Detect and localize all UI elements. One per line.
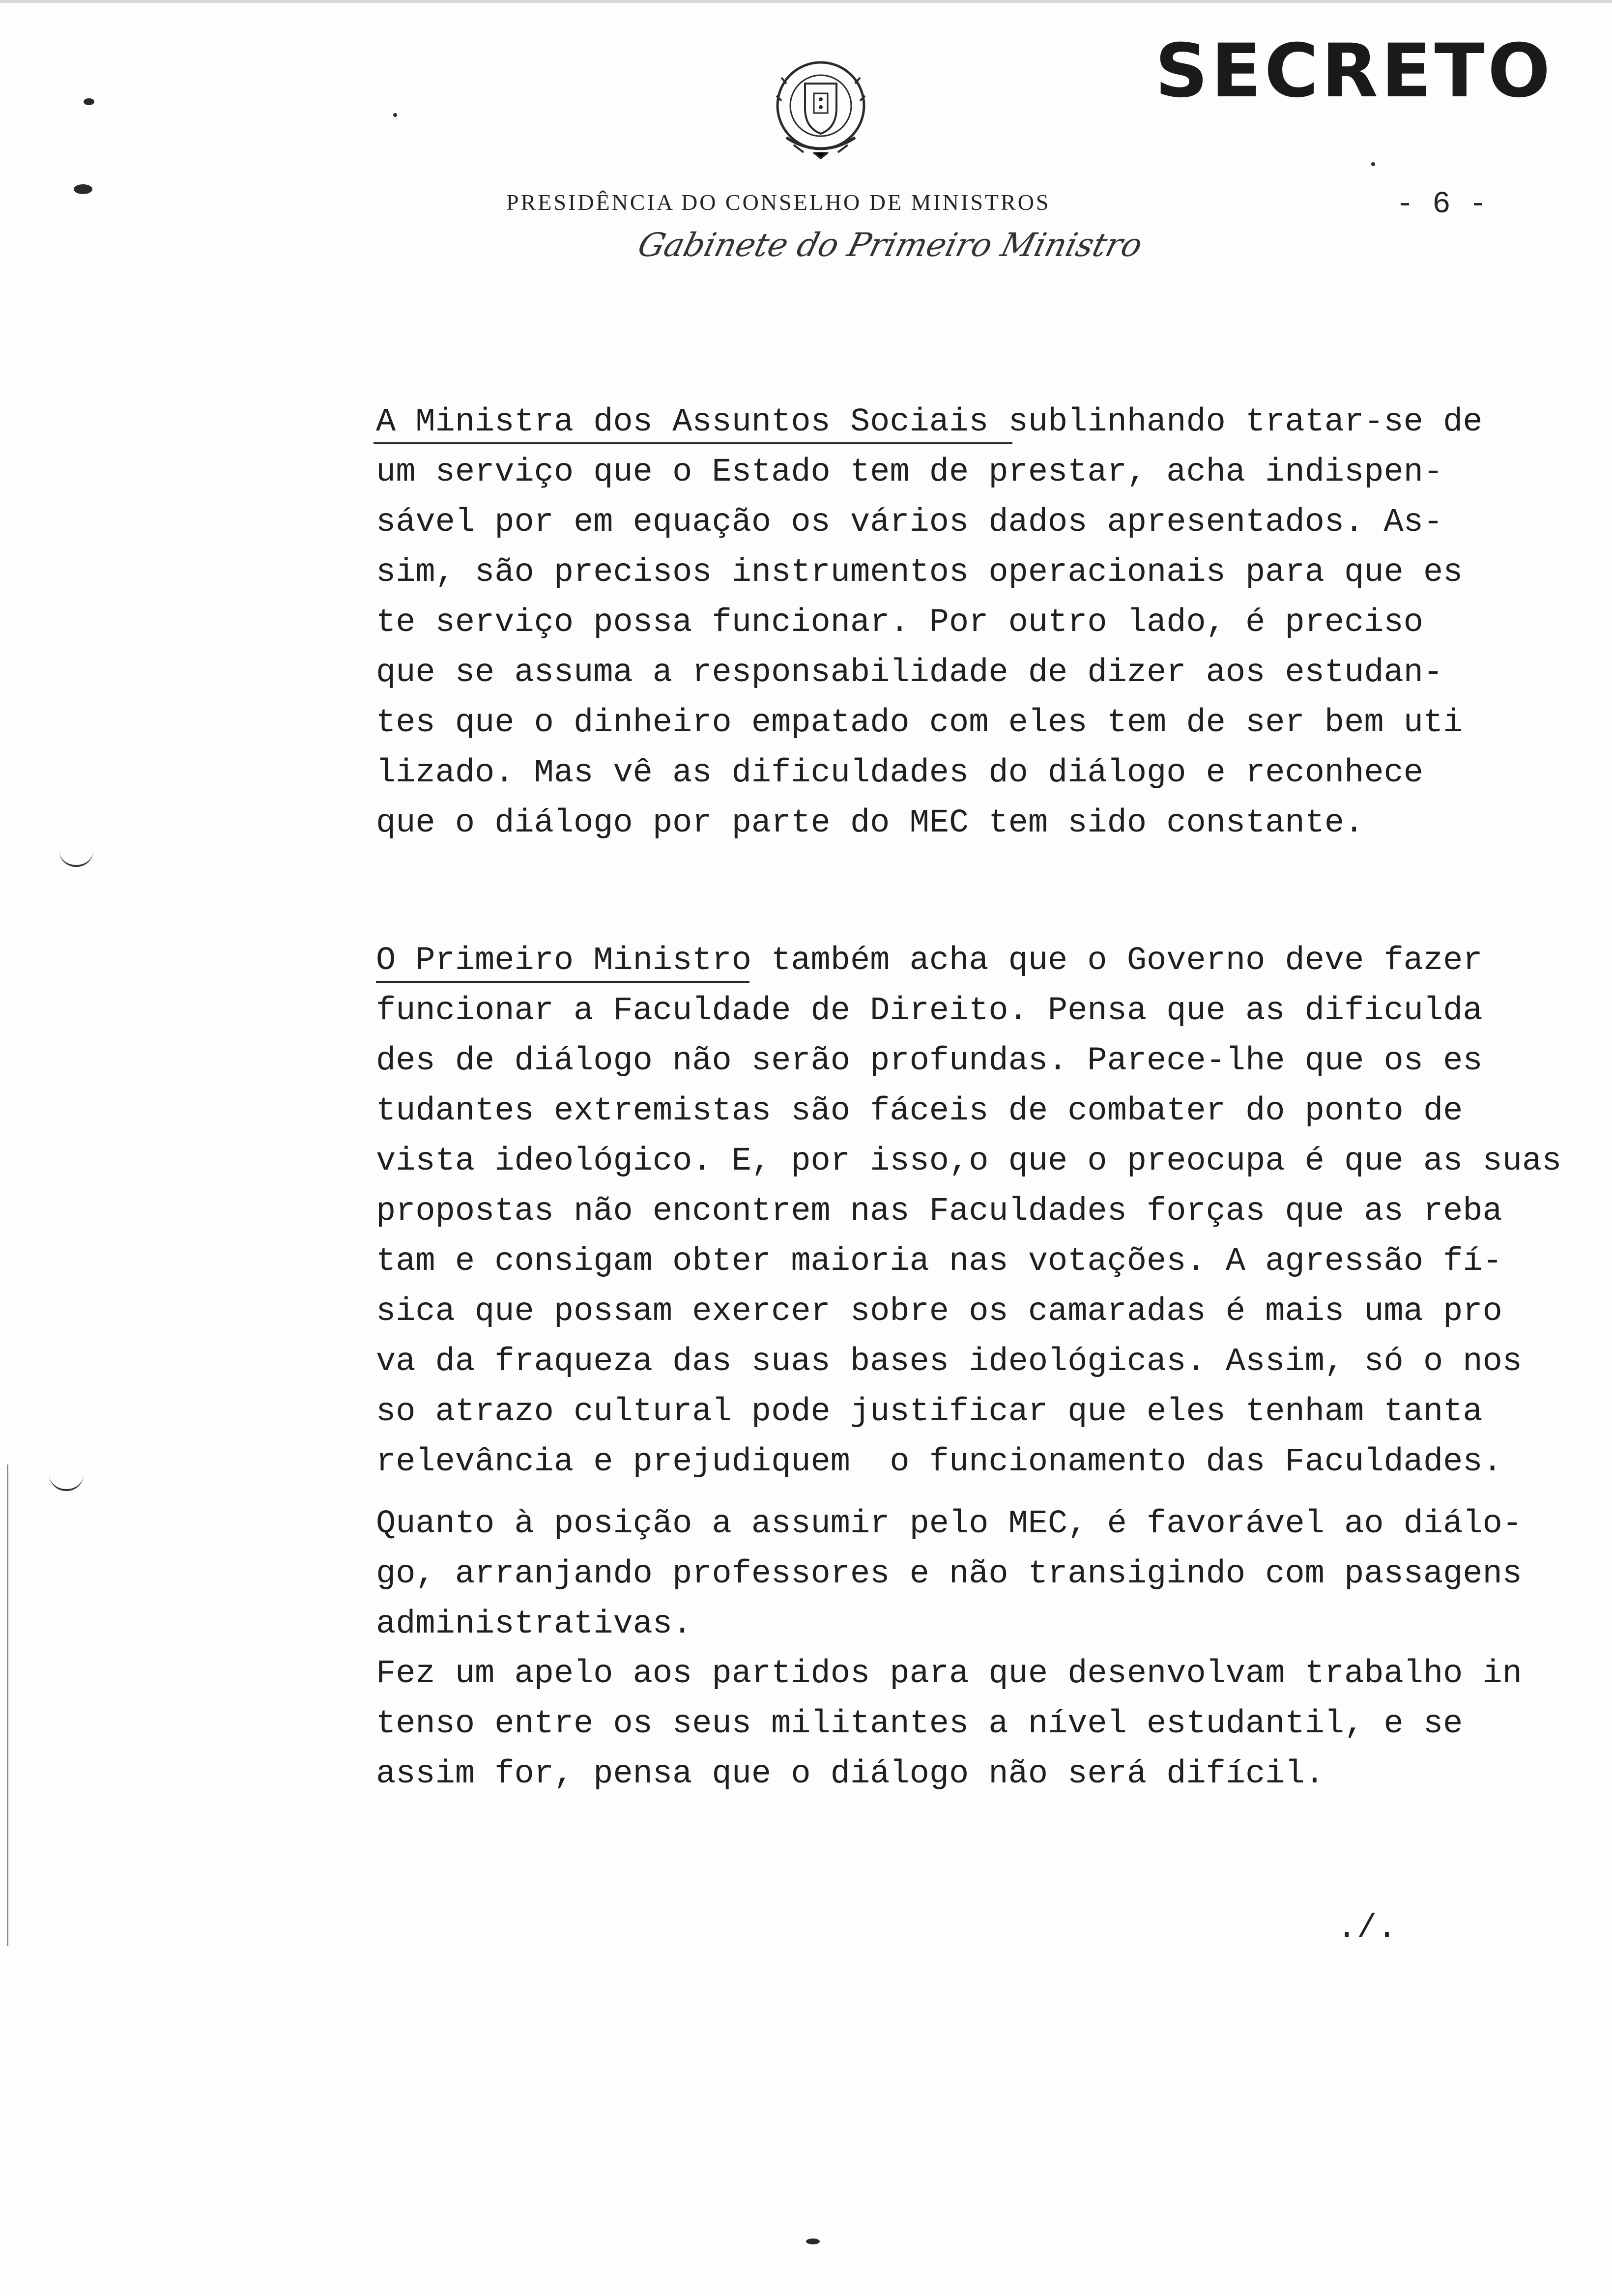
paragraph-prime-minister: O Primeiro Ministro também acha que o Governo deve fazer funcionar a Faculdade de Direito. Pensa que as dificulda des de diálogo não serão profundas. Parece-lhe que os es tudantes extremistas são fáceis de combater do ponto de vista ideológico. E, por isso,o que o preocupa é que as suas propostas não encontrem nas Faculdades forças que as reba tam e consigam obter maioria nas votações. A agressão fí- sica que possam exercer sobre os camaradas é mais uma pro va da fraqueza das suas bases ideológicas. Assim, só o nos so atrazo cultural pode justificar que eles tenham tanta relevância e prejudiquem o funcionamento das Faculdades. <box>376 942 1562 1481</box>
scan-speck <box>393 113 397 117</box>
paragraph-mec-position: Quanto à posição a assumir pelo MEC, é favorável ao diálo- go, arranjando professores e não transigindo com passagens administrativas. <box>376 1505 1522 1643</box>
scan-speck <box>1371 162 1375 166</box>
coat-of-arms-icon <box>767 54 875 167</box>
scan-speck <box>806 2239 820 2244</box>
punch-hole-mark <box>59 850 93 867</box>
office-subtitle: Gabinete do Primeiro Ministro <box>634 226 1147 264</box>
continuation-mark: ./. <box>1337 1909 1397 1947</box>
left-edge-shadow <box>7 1464 8 1946</box>
page-number: - 6 - <box>1396 187 1488 222</box>
scan-speck <box>74 184 92 194</box>
paragraph-social-affairs-minister: A Ministra dos Assuntos Sociais sublinhando tratar-se de um serviço que o Estado tem de prestar, acha indispen- sável por em equação os vários dados apresentados. As- sim, são precisos instrumentos operacionais para que es te serviço possa funcionar. Por outro lado, é preciso que se assuma a responsabilidade de dizer aos estudan- tes que o dinheiro empatado com eles tem de ser bem uti lizado. Mas vê as dificuldades do diálogo e reconhece que o diálogo por parte do MEC tem sido constante. <box>376 403 1483 842</box>
paragraph-appeal-to-parties: Fez um apelo aos partidos para que desenvolvam trabalho in tenso entre os seus militantes a nível estudantil, e se assim for, pensa que o diálogo não será difícil. <box>376 1655 1522 1793</box>
speaker-underline-2 <box>376 981 749 983</box>
classification-stamp: SECRETO <box>1155 29 1554 114</box>
institution-header: PRESIDÊNCIA DO CONSELHO DE MINISTROS <box>506 190 1051 215</box>
scan-speck <box>84 98 94 105</box>
top-edge-rule <box>0 0 1612 3</box>
punch-hole-mark <box>49 1474 84 1491</box>
speaker-underline-1 <box>374 442 1012 444</box>
